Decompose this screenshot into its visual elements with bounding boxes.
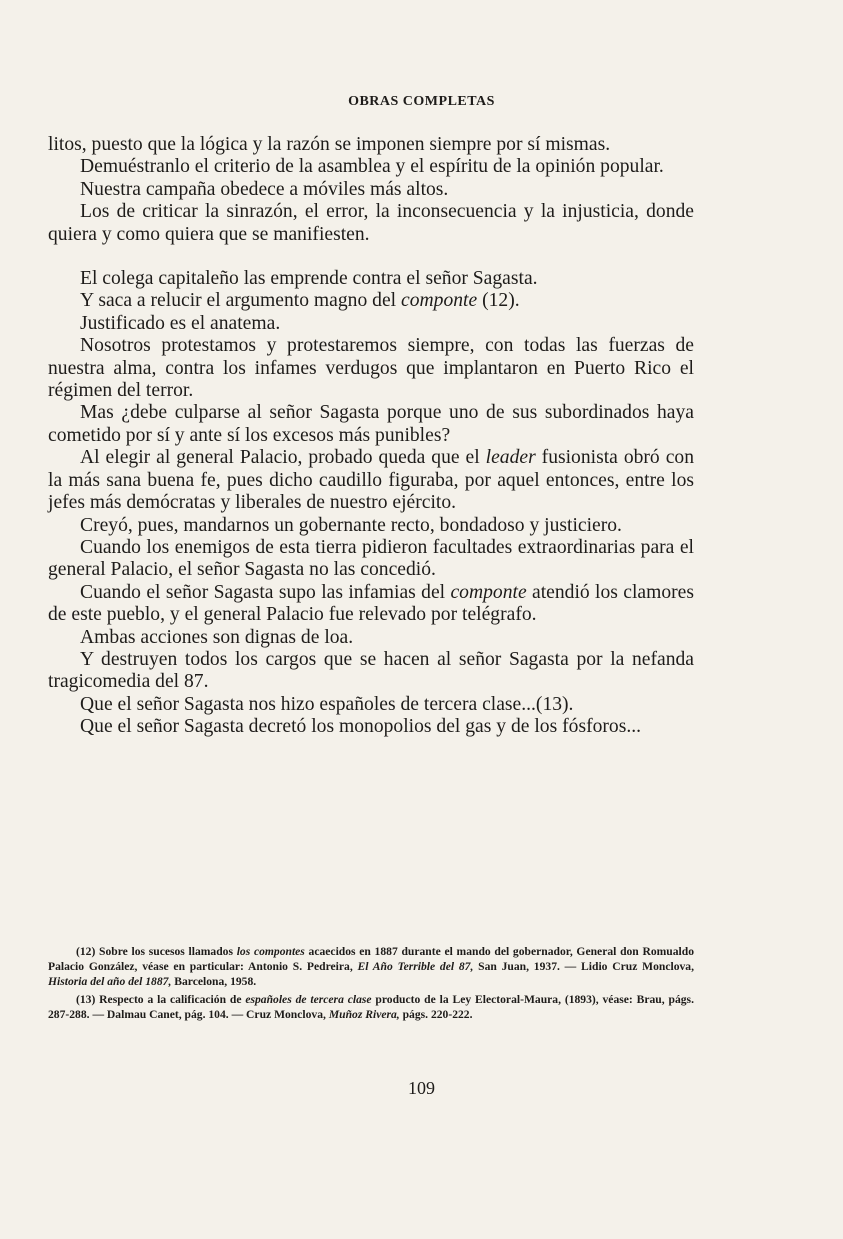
footnote-12 [48, 944, 694, 990]
paragraph: Que el señor Sagasta nos hizo españoles de tercera clase...(13). [80, 693, 574, 715]
text-run: (12) Sobre los sucesos llamados [76, 945, 237, 958]
paragraph [48, 582, 694, 627]
text-run: Al elegir al general Palacio, probado queda que el [80, 447, 486, 469]
paragraph: Cuando los enemigos de esta tierra pidieron facultades extraordinarias para el general Palacio, el señor Sagasta no las concedió. [48, 536, 694, 581]
text-run: San Juan, 1937. — Lidio Cruz Monclova, [473, 960, 694, 974]
text-run: Y saca a relucir el argumento magno del [80, 290, 401, 312]
paragraph: Ambas acciones son dignas de loa. [80, 626, 354, 648]
text-run: Cuando el señor Sagasta supo las infamias del [80, 581, 451, 603]
text-run: Barcelona, 1958. [171, 975, 257, 989]
italic-title: El Año Terrible del 87, [357, 960, 474, 974]
paragraph: El colega capitaleño las emprende contra el señor Sagasta. [80, 268, 538, 290]
paragraph: Nosotros protestamos y protestaremos siempre, con todas las fuerzas de nuestra alma, contra los infames verdugos que implantaron en Puerto Rico el régimen del terror. [48, 335, 694, 402]
footnotes [48, 944, 694, 1024]
paragraph: Demuéstranlo el criterio de la asamblea y el espíritu de la opinión popular. [80, 156, 664, 178]
italic-title: Muñoz Rivera, [328, 1007, 400, 1021]
paragraph [48, 447, 694, 514]
paragraph [48, 290, 694, 312]
italic-term: componte [401, 290, 478, 312]
paragraph: Creyó, pues, mandarnos un gobernante recto, bondadoso y justiciero. [80, 514, 622, 536]
paragraph: Justificado es el anatema. [80, 312, 281, 334]
footnote-13 [48, 992, 694, 1022]
text-run: (13) Respecto a la calificación de [76, 992, 246, 1006]
text-run: atendió los clamores de este pueblo, y el general Palacio fue relevado por telégrafo. [48, 581, 694, 626]
paragraph: Nuestra campaña obedece a móviles más altos. [80, 178, 449, 200]
paragraph: Los de criticar la sinrazón, el error, la inconsecuencia y la injusticia, donde quiera y como quiera que se manifiesten. [48, 201, 694, 245]
italic-term: leader [485, 447, 536, 469]
paragraph: Que el señor Sagasta decretó los monopolios del gas y de los fósforos... [80, 716, 642, 738]
paragraph: litos, puesto que la lógica y la razón se imponen siempre por sí mismas. [48, 134, 611, 155]
running-header: OBRAS COMPLETAS [348, 94, 495, 109]
italic-title: Historia del año del 1887, [48, 975, 172, 989]
italic-term: componte [450, 581, 527, 603]
footnote-ref: (12). [477, 290, 520, 312]
paragraph: Y destruyen todos los cargos que se hacen al señor Sagasta por la nefanda tragicomedia del 87. [48, 648, 694, 693]
text-run: págs. 220-222. [399, 1007, 473, 1021]
paragraph: Mas ¿debe culparse al señor Sagasta porque uno de sus subordinados haya cometido por sí y ante sí los excesos más punibles? [48, 402, 694, 446]
italic-term: los compontes [236, 945, 305, 958]
page-number: 109 [408, 1078, 435, 1098]
text-run: acaecidos en 1887 durante el mando del gobernador, General don Romualdo Palacio González, véase en particular: Antonio S. Pedreira, [48, 945, 695, 974]
text-run: fusionista obró con la más sana buena fe, pues dicho caudillo figuraba, por aquel entonces, entre los jefes más demócratas y liberales de nuestro ejército. [48, 447, 694, 514]
text-run: producto de la Ley Electoral-Maura, (1893), véase: Brau, págs. 287-288. — Dalmau Canet, pág. 104. — Cruz Monclova, [48, 992, 694, 1021]
body-text [48, 134, 694, 739]
italic-term: españoles de tercera clase [245, 992, 372, 1006]
